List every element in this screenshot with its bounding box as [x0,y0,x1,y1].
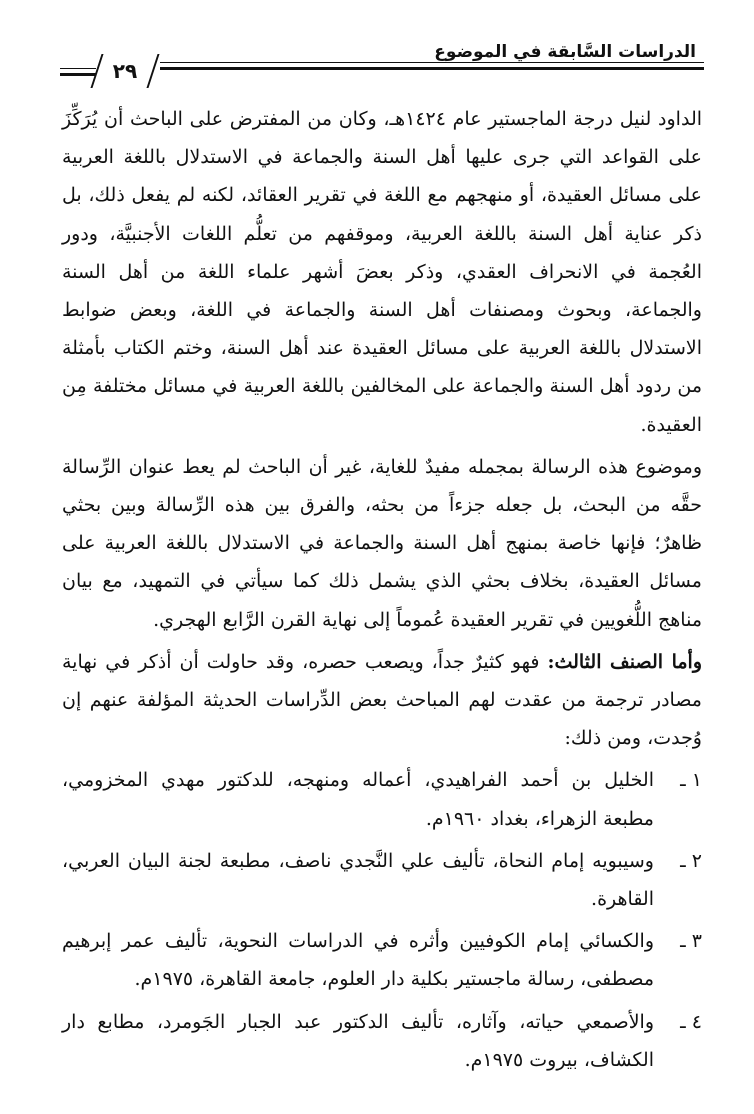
running-title: الدراسات السَّابقة في الموضوع [434,42,696,62]
references-list [62,761,702,1079]
header-rule-left-thin [60,68,96,69]
header-rule-left-thick [60,73,96,76]
header-rule-thin [160,62,704,63]
list-item [62,842,702,918]
list-item [62,922,702,998]
page-number: ٢٩ [94,54,156,88]
header-rule-thick [160,67,704,70]
list-item [62,1003,702,1079]
list-item [62,761,702,837]
page-header [60,38,704,88]
list-item-text: والكسائي إمام الكوفيين وأثره في الدراسات النحوية، تأليف عمر إبرهيم مصطفى، رسالة ماجستير بكلية دار العلوم، جامعة القاهرة، ١٩٧٥م. [62,930,654,991]
list-item-number: ٤ ـ [680,1010,702,1033]
list-item-number: ١ ـ [680,769,702,792]
paragraph-1: الداود لنيل درجة الماجستير عام ١٤٢٤هـ، وكان من المفترض على الباحث أن يُرَكِّزَ على القواعد التي جرى عليها أهل السنة والجماعة في الاستدلال باللغة العربية على مسائل العقيدة، أو منهجهم مع اللغة في تقرير العقائد، لكنه لم يفعل ذلك، بل ذكر عناية أهل السنة باللغة العربية، وموقفهم من تعلُّم اللغات الأجنبيَّة، ودور العُجمة في الانحراف العقدي، وذكر بعضَ أشهر علماء اللغة من أهل السنة والجماعة، وبحوث ومصنفات أهل السنة والجماعة في اللغة، وبعض ضوابط الاستدلال باللغة العربية على مسائل العقيدة عند أهل السنة، وختم الكتاب بأمثلة من ردود أهل السنة والجماعة على المخالفين باللغة العربية في مسائل مختلفة مِن العقيدة. [62,108,703,436]
paragraph-3 [62,643,702,758]
list-item-number: ٣ ـ [680,930,702,953]
page-body [62,100,702,1079]
list-item-text: الخليل بن أحمد الفراهيدي، أعماله ومنهجه، للدكتور مهدي المخزومي، مطبعة الزهراء، بغداد ١٩٦٠م. [62,769,654,830]
list-item-text: والأصمعي حياته، وآثاره، تأليف الدكتور عبد الجبار الجَومرد، مطابع دار الكشاف، بيروت ١٩٧٥م. [62,1010,654,1071]
list-item-text: وسيبويه إمام النحاة، تأليف علي النَّجدي ناصف، مطبعة لجنة البيان العربي، القاهرة. [62,849,654,911]
paragraph-2: وموضوع هذه الرسالة بمجمله مفيدٌ للغاية، غير أن الباحث لم يعط عنوان الرِّسالة حقَّه من البحث، بل جعله جزءاً من بحثه، والفرق بين هذه الرِّسالة وبين بحثي ظاهرٌ؛ فإنها خاصة بمنهج أهل السنة والجماعة في الاستدلال باللغة العربية على مسائل العقيدة، بخلاف بحثي الذي يشمل ذلك كما سيأتي في التمهيد، مع بيان مناهج اللُّغويين في تقرير العقيدة عُموماً إلى نهاية القرن الرَّابع الهجري. [62,455,702,631]
paragraph-3-lead: وأما الصنف الثالث: [547,650,702,673]
list-item-number: ٢ ـ [680,849,702,872]
paragraph-3-text: فهو كثيرٌ جداً، ويصعب حصره، وقد حاولت أن أذكر في نهاية مصادر ترجمة من عقدت لهم المباحث بعض الدِّراسات الحديثة المؤلفة عنهم إن وُجدت، ومن ذلك: [62,650,702,750]
